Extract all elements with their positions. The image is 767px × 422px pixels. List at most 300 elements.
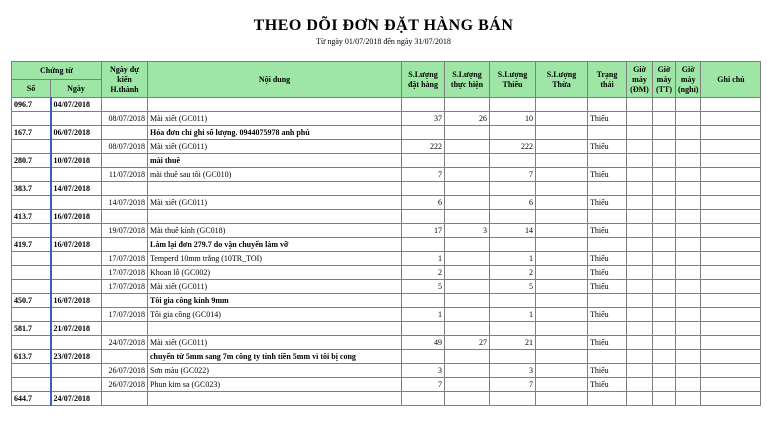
- cell-dat: 49: [402, 336, 445, 350]
- cell-empty: [627, 140, 653, 154]
- cell-empty: [445, 126, 490, 140]
- cell-thua: [536, 266, 588, 280]
- header-noi-dung: Nội dung: [148, 62, 402, 98]
- cell-thieu: 14: [490, 224, 536, 238]
- cell-empty: [490, 392, 536, 406]
- cell-thieu: 7: [490, 378, 536, 392]
- cell-empty: [588, 322, 627, 336]
- cell-empty: [445, 322, 490, 336]
- order-row: [12, 154, 761, 168]
- cell-empty: [676, 154, 701, 168]
- cell-noi-dung: Hóa đơn chỉ ghi số lượng. 0944075978 anh phú: [148, 126, 402, 140]
- cell-empty: [676, 126, 701, 140]
- cell-empty: [701, 336, 761, 350]
- cell-empty: [676, 350, 701, 364]
- cell-empty: [627, 336, 653, 350]
- cell-tt: Thiếu: [588, 378, 627, 392]
- cell-empty: [627, 182, 653, 196]
- cell-dat: 7: [402, 168, 445, 182]
- cell-noi-dung: mài thuê: [148, 154, 402, 168]
- cell-empty: [627, 364, 653, 378]
- cell-empty: [445, 182, 490, 196]
- cell-thuc: [445, 378, 490, 392]
- order-tracking-table: [11, 61, 761, 406]
- cell-empty: [701, 280, 761, 294]
- header-gio-may-tt: Giờ máy (TT): [653, 62, 676, 98]
- cell-empty: [676, 322, 701, 336]
- header-sl-thua: S.Lượng Thừa: [536, 62, 588, 98]
- cell-empty: [490, 350, 536, 364]
- cell-so: 413.7: [12, 210, 51, 224]
- cell-empty: [627, 308, 653, 322]
- cell-dat: 3: [402, 364, 445, 378]
- cell-empty: [51, 196, 102, 210]
- cell-empty: [701, 364, 761, 378]
- cell-thua: [536, 378, 588, 392]
- cell-empty: [490, 154, 536, 168]
- order-row: [12, 350, 761, 364]
- cell-empty: [701, 98, 761, 112]
- cell-noi-dung: Sơn màu (GC022): [148, 364, 402, 378]
- header-sl-thuc-hien: S.Lượng thực hiện: [445, 62, 490, 98]
- order-row: [12, 98, 761, 112]
- cell-noi-dung: Mài xiết (GC011): [148, 196, 402, 210]
- cell-ngay-ht: 26/07/2018: [102, 364, 148, 378]
- header-gio-may-nghi: Giờ máy (nghỉ): [676, 62, 701, 98]
- cell-tt: Thiếu: [588, 140, 627, 154]
- cell-empty: [627, 378, 653, 392]
- header-ghi-chu: Ghi chú: [701, 62, 761, 98]
- cell-empty: [653, 322, 676, 336]
- cell-thua: [536, 140, 588, 154]
- cell-empty: [701, 252, 761, 266]
- cell-empty: [490, 182, 536, 196]
- cell-thieu: 21: [490, 336, 536, 350]
- cell-empty: [701, 266, 761, 280]
- cell-ngay-ht: 17/07/2018: [102, 266, 148, 280]
- cell-ngay: 14/07/2018: [51, 182, 102, 196]
- cell-empty: [490, 322, 536, 336]
- cell-empty: [51, 266, 102, 280]
- cell-empty: [627, 266, 653, 280]
- cell-empty: [51, 280, 102, 294]
- cell-empty: [653, 350, 676, 364]
- cell-empty: [676, 112, 701, 126]
- cell-ngay: 23/07/2018: [51, 350, 102, 364]
- cell-ngay-ht: 14/07/2018: [102, 196, 148, 210]
- cell-empty: [445, 238, 490, 252]
- cell-tt: Thiếu: [588, 336, 627, 350]
- cell-thieu: 1: [490, 252, 536, 266]
- cell-empty: [627, 98, 653, 112]
- cell-empty: [12, 140, 51, 154]
- cell-noi-dung: Temperd 10mm trắng (10TR_TOI): [148, 252, 402, 266]
- cell-so: 581.7: [12, 322, 51, 336]
- item-row: [12, 308, 761, 322]
- cell-dat: 1: [402, 252, 445, 266]
- cell-empty: [701, 182, 761, 196]
- cell-tt: Thiếu: [588, 112, 627, 126]
- cell-empty: [701, 140, 761, 154]
- cell-empty: [12, 280, 51, 294]
- cell-empty: [51, 308, 102, 322]
- order-row: [12, 210, 761, 224]
- order-row: [12, 126, 761, 140]
- cell-empty: [653, 126, 676, 140]
- header-ngay: Ngày: [51, 80, 102, 98]
- cell-ngay: 04/07/2018: [51, 98, 102, 112]
- cell-tt: Thiếu: [588, 266, 627, 280]
- cell-empty: [701, 238, 761, 252]
- cell-empty: [536, 154, 588, 168]
- cell-empty: [653, 168, 676, 182]
- cell-noi-dung: Phun kim sa (GC023): [148, 378, 402, 392]
- cell-empty: [653, 280, 676, 294]
- cell-so: 383.7: [12, 182, 51, 196]
- cell-tt: Thiếu: [588, 168, 627, 182]
- item-row: [12, 364, 761, 378]
- cell-empty: [12, 196, 51, 210]
- cell-noi-dung: Khoan lỗ (GC002): [148, 266, 402, 280]
- cell-ngay-ht: 17/07/2018: [102, 252, 148, 266]
- cell-ngay: 10/07/2018: [51, 154, 102, 168]
- cell-noi-dung: Tôi gia công kính 9mm: [148, 294, 402, 308]
- cell-empty: [490, 126, 536, 140]
- cell-empty: [102, 238, 148, 252]
- cell-thuc: [445, 364, 490, 378]
- cell-thuc: [445, 196, 490, 210]
- cell-empty: [51, 224, 102, 238]
- cell-thuc: 3: [445, 224, 490, 238]
- cell-empty: [627, 154, 653, 168]
- cell-empty: [653, 210, 676, 224]
- item-row: [12, 280, 761, 294]
- cell-noi-dung: Làm lại đơn 279.7 do vận chuyển làm vỡ: [148, 238, 402, 252]
- cell-empty: [588, 154, 627, 168]
- cell-empty: [653, 140, 676, 154]
- cell-empty: [588, 210, 627, 224]
- cell-thuc: 27: [445, 336, 490, 350]
- cell-thua: [536, 308, 588, 322]
- cell-empty: [653, 252, 676, 266]
- cell-empty: [676, 238, 701, 252]
- cell-ngay-ht: 08/07/2018: [102, 140, 148, 154]
- cell-tt: Thiếu: [588, 364, 627, 378]
- cell-empty: [653, 224, 676, 238]
- cell-empty: [445, 294, 490, 308]
- cell-empty: [51, 336, 102, 350]
- cell-empty: [676, 280, 701, 294]
- cell-empty: [627, 238, 653, 252]
- cell-tt: Thiếu: [588, 224, 627, 238]
- cell-dat: 2: [402, 266, 445, 280]
- cell-empty: [402, 322, 445, 336]
- cell-thuc: [445, 252, 490, 266]
- cell-tt: Thiếu: [588, 280, 627, 294]
- cell-thieu: 2: [490, 266, 536, 280]
- cell-empty: [653, 294, 676, 308]
- cell-empty: [676, 224, 701, 238]
- cell-empty: [653, 392, 676, 406]
- cell-empty: [701, 154, 761, 168]
- order-row: [12, 322, 761, 336]
- cell-empty: [701, 224, 761, 238]
- cell-tt: Thiếu: [588, 308, 627, 322]
- cell-empty: [653, 308, 676, 322]
- cell-empty: [701, 392, 761, 406]
- cell-empty: [676, 392, 701, 406]
- cell-so: 644.7: [12, 392, 51, 406]
- cell-empty: [445, 350, 490, 364]
- cell-empty: [12, 168, 51, 182]
- header-sl-thieu: S.Lượng Thiếu: [490, 62, 536, 98]
- cell-empty: [588, 350, 627, 364]
- cell-empty: [102, 126, 148, 140]
- cell-empty: [627, 252, 653, 266]
- cell-empty: [588, 392, 627, 406]
- cell-so: 280.7: [12, 154, 51, 168]
- cell-empty: [588, 98, 627, 112]
- cell-empty: [51, 140, 102, 154]
- cell-dat: 6: [402, 196, 445, 210]
- cell-empty: [676, 98, 701, 112]
- cell-empty: [445, 98, 490, 112]
- cell-empty: [12, 308, 51, 322]
- item-row: [12, 224, 761, 238]
- cell-empty: [402, 350, 445, 364]
- cell-empty: [490, 238, 536, 252]
- cell-noi-dung: Mài thuê kính (GC018): [148, 224, 402, 238]
- cell-thuc: [445, 280, 490, 294]
- report-title: THEO DÕI ĐƠN ĐẶT HÀNG BÁN: [253, 17, 514, 34]
- cell-empty: [402, 294, 445, 308]
- cell-thuc: [445, 266, 490, 280]
- cell-empty: [12, 252, 51, 266]
- cell-empty: [653, 266, 676, 280]
- cell-thieu: 6: [490, 196, 536, 210]
- cell-empty: [653, 182, 676, 196]
- cell-empty: [701, 126, 761, 140]
- cell-empty: [51, 168, 102, 182]
- cell-noi-dung: [148, 210, 402, 224]
- order-row: [12, 182, 761, 196]
- cell-empty: [536, 126, 588, 140]
- cell-dat: 222: [402, 140, 445, 154]
- cell-ngay-ht: 17/07/2018: [102, 280, 148, 294]
- item-row: [12, 168, 761, 182]
- cell-thua: [536, 280, 588, 294]
- cell-empty: [12, 336, 51, 350]
- cell-empty: [676, 266, 701, 280]
- cell-empty: [627, 112, 653, 126]
- item-row: [12, 266, 761, 280]
- cell-empty: [653, 378, 676, 392]
- cell-noi-dung: chuyển từ 5mm sang 7m công ty tính tiền 5mm vì tôi bị cong: [148, 350, 402, 364]
- cell-empty: [402, 392, 445, 406]
- cell-thieu: 10: [490, 112, 536, 126]
- cell-thua: [536, 364, 588, 378]
- cell-noi-dung: Mài xiết (GC011): [148, 336, 402, 350]
- cell-empty: [653, 98, 676, 112]
- cell-empty: [676, 336, 701, 350]
- cell-empty: [490, 98, 536, 112]
- cell-empty: [676, 364, 701, 378]
- cell-empty: [536, 210, 588, 224]
- table-body: [12, 98, 761, 406]
- cell-noi-dung: Mài xiết (GC011): [148, 280, 402, 294]
- cell-empty: [653, 154, 676, 168]
- cell-thieu: 7: [490, 168, 536, 182]
- cell-empty: [653, 336, 676, 350]
- cell-empty: [12, 224, 51, 238]
- cell-ngay: 16/07/2018: [51, 238, 102, 252]
- header-gio-may-dm: Giờ máy (ĐM): [627, 62, 653, 98]
- cell-empty: [627, 350, 653, 364]
- cell-ngay: 16/07/2018: [51, 294, 102, 308]
- cell-thuc: [445, 308, 490, 322]
- header-ngay-du-kien: Ngày dự kiến H.thành: [102, 62, 148, 98]
- cell-noi-dung: Mài xiết (GC011): [148, 112, 402, 126]
- cell-empty: [676, 196, 701, 210]
- order-row: [12, 294, 761, 308]
- cell-empty: [102, 98, 148, 112]
- cell-empty: [627, 322, 653, 336]
- cell-empty: [627, 126, 653, 140]
- cell-empty: [102, 210, 148, 224]
- cell-empty: [51, 364, 102, 378]
- cell-ngay-ht: 19/07/2018: [102, 224, 148, 238]
- cell-empty: [627, 294, 653, 308]
- cell-ngay-ht: 17/07/2018: [102, 308, 148, 322]
- cell-empty: [701, 294, 761, 308]
- header-so: Số: [12, 80, 51, 98]
- cell-thuc: [445, 168, 490, 182]
- cell-empty: [701, 308, 761, 322]
- cell-noi-dung: [148, 98, 402, 112]
- cell-empty: [12, 378, 51, 392]
- item-row: [12, 252, 761, 266]
- cell-empty: [627, 224, 653, 238]
- cell-empty: [676, 168, 701, 182]
- cell-empty: [402, 210, 445, 224]
- cell-empty: [445, 210, 490, 224]
- cell-empty: [51, 112, 102, 126]
- item-row: [12, 112, 761, 126]
- cell-so: 096.7: [12, 98, 51, 112]
- item-row: [12, 196, 761, 210]
- cell-empty: [627, 280, 653, 294]
- cell-thua: [536, 196, 588, 210]
- cell-empty: [676, 252, 701, 266]
- cell-noi-dung: mài thuê sau tôi (GC010): [148, 168, 402, 182]
- header-sl-dat-hang: S.Lượng đặt hàng: [402, 62, 445, 98]
- cell-empty: [653, 364, 676, 378]
- report-date-range: Từ ngày 01/07/2018 đến ngày 31/07/2018: [316, 37, 451, 46]
- cell-empty: [536, 350, 588, 364]
- cell-dat: 17: [402, 224, 445, 238]
- cell-empty: [627, 168, 653, 182]
- cell-empty: [402, 154, 445, 168]
- cell-empty: [490, 294, 536, 308]
- cell-empty: [102, 322, 148, 336]
- cell-empty: [102, 392, 148, 406]
- table-header: [12, 62, 761, 98]
- cell-ngay-ht: 08/07/2018: [102, 112, 148, 126]
- item-row: [12, 378, 761, 392]
- cell-thua: [536, 112, 588, 126]
- cell-empty: [588, 294, 627, 308]
- cell-empty: [445, 154, 490, 168]
- cell-thua: [536, 224, 588, 238]
- cell-ngay: 06/07/2018: [51, 126, 102, 140]
- cell-ngay-ht: 24/07/2018: [102, 336, 148, 350]
- cell-empty: [653, 196, 676, 210]
- order-row: [12, 238, 761, 252]
- cell-noi-dung: [148, 392, 402, 406]
- cell-empty: [701, 196, 761, 210]
- cell-empty: [588, 182, 627, 196]
- cell-thuc: 26: [445, 112, 490, 126]
- cell-empty: [536, 98, 588, 112]
- cell-empty: [536, 322, 588, 336]
- cell-empty: [402, 182, 445, 196]
- cell-noi-dung: [148, 322, 402, 336]
- cell-noi-dung: [148, 182, 402, 196]
- cell-empty: [676, 182, 701, 196]
- cell-empty: [536, 182, 588, 196]
- cell-empty: [402, 238, 445, 252]
- cell-empty: [676, 378, 701, 392]
- cell-thuc: [445, 140, 490, 154]
- cell-thua: [536, 168, 588, 182]
- cell-empty: [653, 112, 676, 126]
- cell-empty: [12, 364, 51, 378]
- cell-empty: [701, 112, 761, 126]
- cell-empty: [536, 238, 588, 252]
- cell-ngay: 24/07/2018: [51, 392, 102, 406]
- cell-ngay-ht: 26/07/2018: [102, 378, 148, 392]
- header-trang-thai: Trạng thái: [588, 62, 627, 98]
- cell-empty: [701, 168, 761, 182]
- cell-empty: [12, 266, 51, 280]
- cell-empty: [102, 350, 148, 364]
- cell-thieu: 1: [490, 308, 536, 322]
- cell-empty: [627, 392, 653, 406]
- cell-thieu: 5: [490, 280, 536, 294]
- cell-tt: Thiếu: [588, 252, 627, 266]
- cell-empty: [51, 252, 102, 266]
- cell-empty: [627, 196, 653, 210]
- cell-dat: 5: [402, 280, 445, 294]
- cell-empty: [51, 378, 102, 392]
- cell-dat: 7: [402, 378, 445, 392]
- cell-empty: [676, 140, 701, 154]
- cell-so: 419.7: [12, 238, 51, 252]
- order-row: [12, 392, 761, 406]
- cell-tt: Thiếu: [588, 196, 627, 210]
- cell-empty: [676, 294, 701, 308]
- cell-empty: [588, 126, 627, 140]
- cell-empty: [102, 182, 148, 196]
- cell-ngay-ht: 11/07/2018: [102, 168, 148, 182]
- cell-empty: [536, 392, 588, 406]
- cell-ngay: 21/07/2018: [51, 322, 102, 336]
- cell-noi-dung: Tôi gia công (GC014): [148, 308, 402, 322]
- cell-empty: [102, 154, 148, 168]
- header-chung-tu: Chứng từ: [12, 62, 102, 80]
- cell-so: 613.7: [12, 350, 51, 364]
- cell-thieu: 222: [490, 140, 536, 154]
